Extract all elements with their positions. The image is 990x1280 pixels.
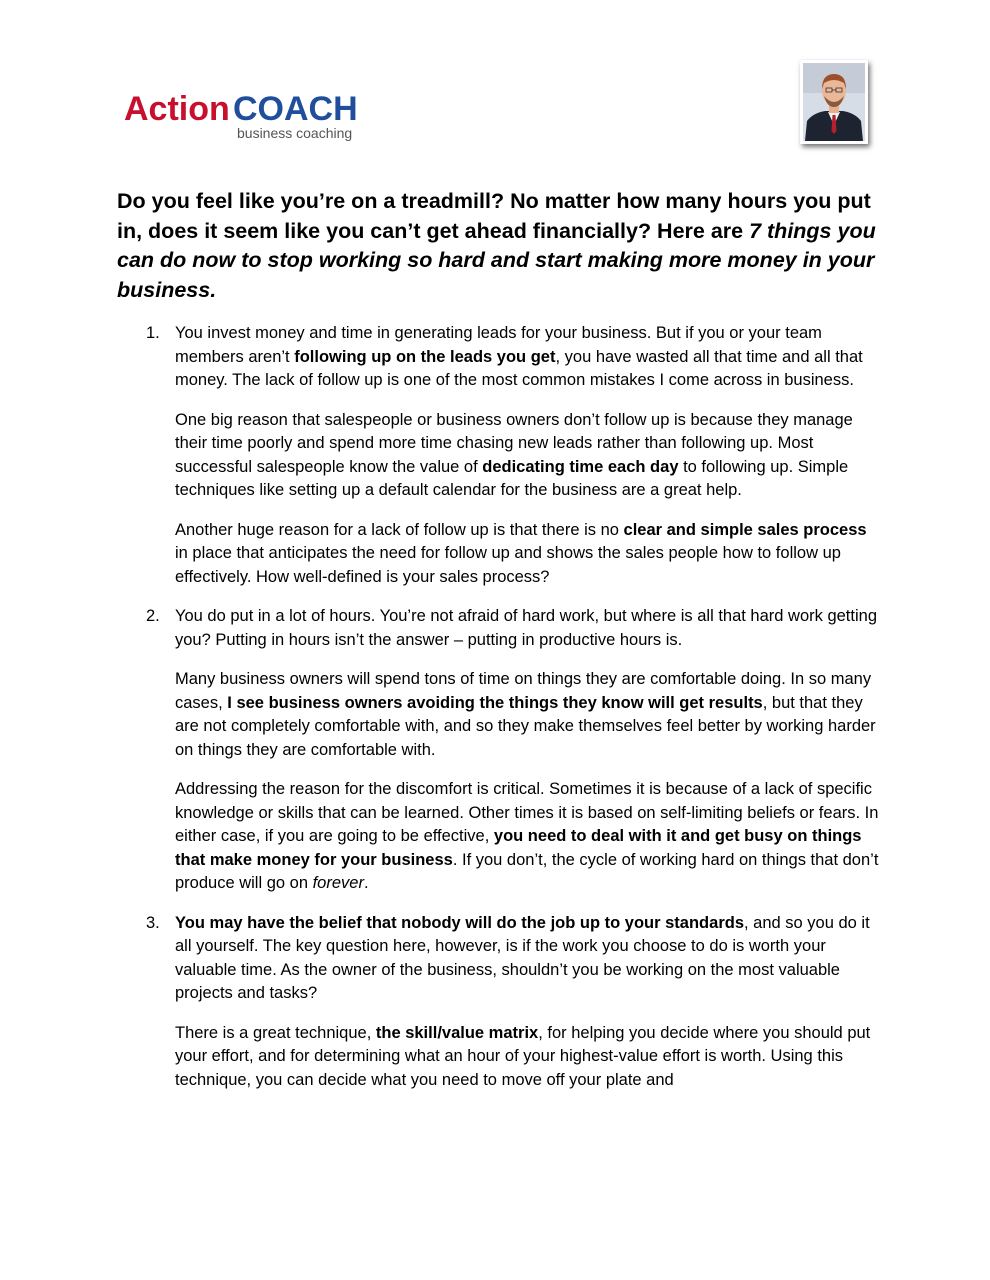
italic-text: forever <box>312 874 364 892</box>
paragraph <box>175 668 880 762</box>
bold-text: you need to deal with it and get busy on things that make money for your business <box>175 827 862 869</box>
text-run: Many business owners will spend tons of time on things they are comfortable doing. In so many cases, <box>175 670 872 712</box>
bold-text: the skill/value matrix <box>375 1023 539 1042</box>
actioncoach-logo <box>120 82 400 148</box>
headline-italic-text: 7 things you can do now to stop working so hard and start making more money in your business. <box>117 218 876 302</box>
logo-coach-text: COACH <box>233 90 358 128</box>
text-run: . If you don’t, the cycle of working hard on things that don’t produce will go on <box>175 850 879 892</box>
list-number: 1. <box>146 324 160 342</box>
text-run: You invest money and time in generating leads for your business. But if you or your team members aren’t <box>175 324 822 366</box>
list-item <box>140 605 880 896</box>
headline-text: Do you feel like you’re on a treadmill? No matter how many hours you put in, does it seem like you can’t get ahead financially? Here are <box>117 189 871 243</box>
tips-list <box>140 322 880 1108</box>
list-item <box>140 912 880 1093</box>
text-run: . <box>363 874 369 892</box>
text-run: You do put in a lot of hours. You’re not afraid of hard work, but where is all that hard work getting you? Putting in hours isn’t the answer – putting in productive hours is. <box>175 607 877 649</box>
paragraph <box>175 912 880 1006</box>
text-run: One big reason that salespeople or business owners don’t follow up is because they manage their time poorly and spend more time chasing new leads rather than following up. Most successful salespeople know the value of <box>175 410 853 476</box>
paragraph <box>175 605 880 652</box>
paragraph <box>175 322 880 393</box>
text-run: in place that anticipates the need for follow up and shows the sales people how to follow up effectively. How well-defined is your sales process? <box>175 544 841 586</box>
logo-tagline: business coaching <box>237 125 353 141</box>
text-run: , for helping you decide where you should put your effort, and for determining what an hour of your highest-value effort is worth. Using this technique, you can decide what you need to move off your plate and <box>175 1023 871 1089</box>
bold-text: You may have the belief that nobody will do the job up to your standards <box>175 913 744 932</box>
bold-text: following up on the leads you get <box>294 347 556 366</box>
person-photo-icon <box>800 60 868 144</box>
text-run: Addressing the reason for the discomfort is critical. Sometimes it is because of a lack of specific knowledge or skills that can be learned. Other times it is based on self-limiting beliefs or fears. In either case, if you are going to be effective, <box>175 780 879 845</box>
text-run: , and so you do it all yourself. The key question here, however, is if the work you choose to do is worth your valuable time. As the owner of the business, shouldn’t you be working on the most valuable projects and tasks? <box>175 913 870 1002</box>
headline <box>117 187 877 305</box>
bold-text: I see business owners avoiding the things they know will get results <box>227 693 763 712</box>
text-run: , you have wasted all that time and all that money. The lack of follow up is one of the most common mistakes I come across in business. <box>175 347 863 389</box>
paragraph <box>175 409 880 503</box>
bold-text: dedicating time each day <box>482 457 679 476</box>
logo-action-text: Action <box>124 90 230 128</box>
text-run: Another huge reason for a lack of follow up is that there is no <box>175 520 624 539</box>
paragraph <box>175 1022 880 1093</box>
bold-text: clear and simple sales process <box>623 520 867 539</box>
text-run: to following up. Simple techniques like setting up a default calendar for the business are a great help. <box>175 457 849 499</box>
list-item <box>140 322 880 589</box>
text-run: There is a great technique, <box>175 1023 376 1042</box>
list-number: 3. <box>146 913 160 932</box>
paragraph <box>175 519 880 590</box>
list-number: 2. <box>146 607 160 625</box>
paragraph <box>175 778 880 896</box>
text-run: , but that they are not completely comfortable with, and so they make themselves feel better by working harder on things they are comfortable with. <box>175 693 876 759</box>
